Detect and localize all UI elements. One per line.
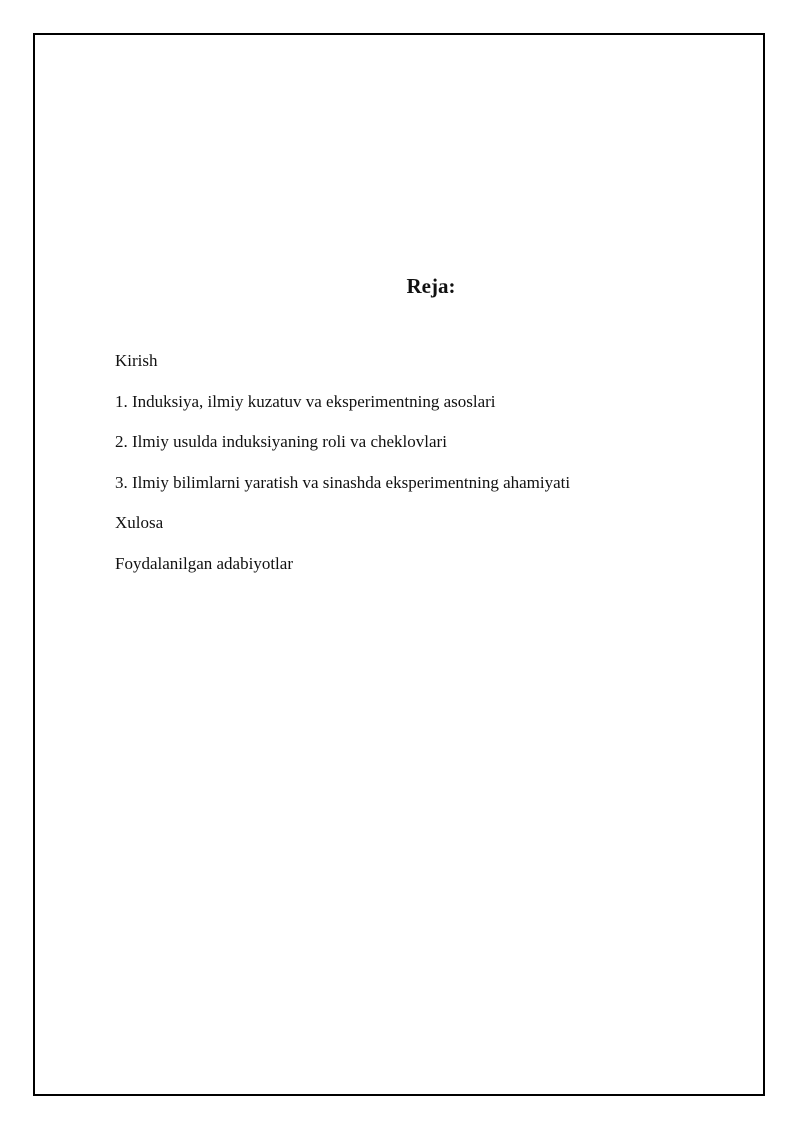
page-title: Reja:: [406, 274, 456, 298]
toc-item-references: Foydalanilgan adabiyotlar: [115, 553, 293, 573]
toc-item-introduction: Kirish: [115, 351, 158, 370]
toc-item-section-3: 3. Ilmiy bilimlarni yaratish va sinashda eksperimentning ahamiyati: [115, 472, 571, 492]
toc-item-conclusion: Xulosa: [115, 513, 164, 532]
table-of-contents: [115, 349, 570, 592]
toc-item-section-1: 1. Induksiya, ilmiy kuzatuv va eksperimentning asoslari: [115, 391, 496, 411]
toc-item-section-2: 2. Ilmiy usulda induksiyaning roli va cheklovlari: [115, 432, 447, 451]
